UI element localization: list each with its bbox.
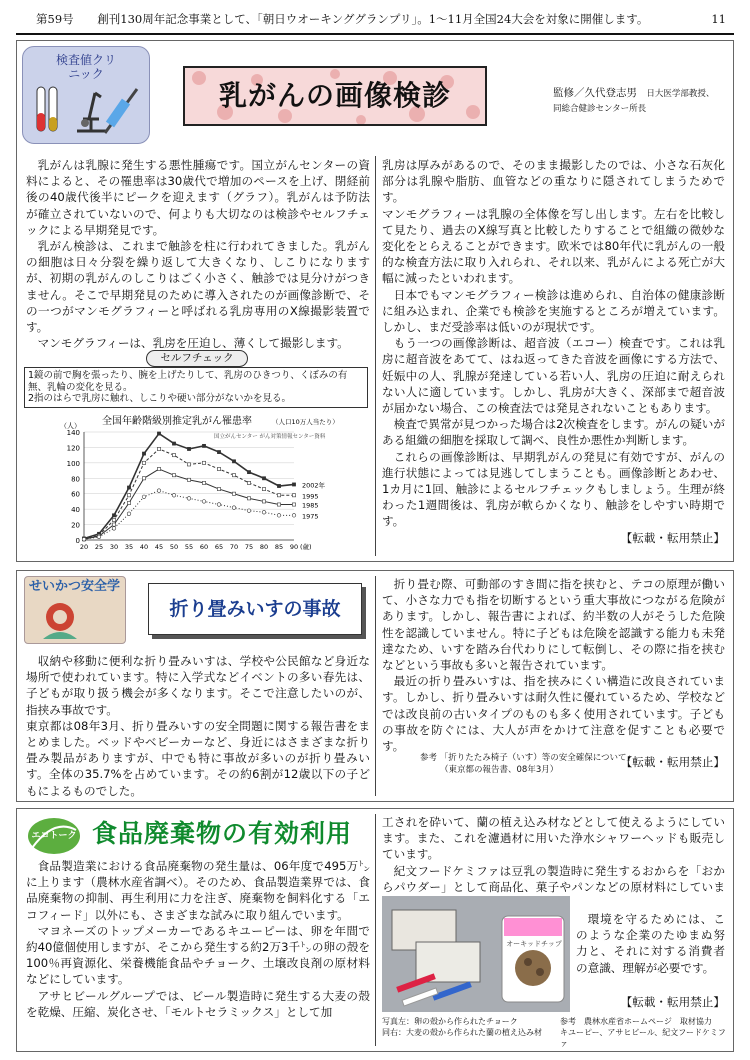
paragraph: 東京都は08年3月、折り畳みいすの安全問題に関する報告書をまとめました。ベッドやベビーカーなど、身近にはさまざまな折り畳み製品がありますが、中でも特に事故が多いのが折り畳みいす。全体の35.7%を占めています。その約6割が12歳以下の子どもによるものでした。 <box>26 718 370 798</box>
data-point <box>217 487 220 490</box>
supervisor-affiliation-1: 日大医学部教授、 <box>646 89 715 99</box>
paragraph: 日本でもマンモグラフィー検診は進められ、自治体の健康診断に組み込まれ、企業でも検診を実施するところが増えています。しかし、まだ受診率は低いのが現状です。 <box>382 287 725 335</box>
data-point <box>262 510 266 514</box>
photo-caption-line: 同右：大麦の殻から作られた蘭の植え込み材 <box>382 1028 542 1037</box>
data-point <box>247 497 250 500</box>
data-point <box>247 509 251 513</box>
reference: 参考 農林水産省ホームページ 取材協力 キユーピー、アサヒビール、紀文フードケミファ <box>560 1017 726 1048</box>
article-title: 乳がんの画像検診 <box>218 79 451 112</box>
x-tick-label: 55 <box>184 543 194 551</box>
y-tick-label: 140 <box>66 429 80 437</box>
data-point <box>142 452 145 455</box>
photo-caption-line: 写真左：卵の殻から作られたチョーク <box>382 1017 518 1026</box>
data-point <box>172 474 175 477</box>
data-point <box>112 527 116 531</box>
selfcheck-item: 1鏡の前で胸を張ったり、腕を上げたりして、乳房のひきつり、くぼみの有無、乳輪の変化を見る。 <box>28 370 348 393</box>
data-point <box>112 514 115 517</box>
y-tick-label: 60 <box>71 490 80 499</box>
data-point <box>277 514 281 518</box>
data-point <box>157 432 160 435</box>
s2-left-column <box>26 653 370 799</box>
data-point <box>202 481 205 484</box>
x-tick-label: 80 <box>259 543 269 551</box>
data-point <box>157 447 160 450</box>
y-tick-label: 40 <box>71 506 80 515</box>
legend-label: 1985 <box>302 501 319 510</box>
page-header <box>36 6 726 32</box>
data-point <box>247 481 250 484</box>
data-point <box>127 486 130 489</box>
paragraph: 乳房は厚みがあるので、そのまま撮影したのでは、小さな石灰化部分は乳腺や脂肪、血管などの重なりに隠されてしまうためです。 <box>382 158 725 205</box>
selfcheck-box <box>24 367 368 408</box>
x-tick-label: 50 <box>169 543 179 551</box>
data-point <box>157 489 161 493</box>
data-point <box>232 506 236 510</box>
paragraph: マヨネーズのトップメーカーであるキユーピーは、卵を年間で約40億個使用しますが、そこから発生する約2万3千㌧の卵の殻を100％再資源化、栄養機能食品やチョーク、土壌改良剤の原材料などにしています。 <box>26 923 370 987</box>
data-point <box>247 471 250 474</box>
data-point <box>217 503 221 507</box>
reference <box>420 752 635 776</box>
x-tick-label: 35 <box>124 543 134 551</box>
x-tick-label: 45 <box>154 543 164 551</box>
clinic-badge-label: 検査値クリニック <box>55 53 116 81</box>
eco-badge-label: エコトーク <box>31 831 77 841</box>
data-point <box>292 514 296 518</box>
y-tick-label: 0 <box>75 537 80 545</box>
paragraph: 紀文フードケミファは豆乳の製造時に発生するおからを「おからパウダー」として商品化、菓子やパンなどの原材料にしていま <box>382 863 725 894</box>
legend-label: 1975 <box>302 512 319 521</box>
x-tick-label: 25 <box>94 543 104 551</box>
article-title: 折り畳みいすの事故 <box>169 598 341 620</box>
x-tick-label: 90 <box>289 543 299 551</box>
column-divider <box>375 576 376 796</box>
safety-person-icon <box>35 597 85 641</box>
data-point <box>187 447 190 450</box>
data-point <box>187 478 190 481</box>
data-point <box>217 467 220 470</box>
chart-title-note: （人口10万人当たり） <box>272 418 339 426</box>
header-notice: 創刊130周年記念事業として、「朝日ウオーキンググランプリ」。1～11月全国24大会を対象に開催します。 <box>97 12 649 26</box>
paragraph: もう一つの画像診断は、超音波（エコー）検査です。これは乳房に超音波をあてて、はね返ってきた音波を画像にする方法で、妊娠中の人、乳腺が発達している若い人、乳房の圧迫に耐えられない人に適しています。しかし、乳房が大きく、深部まで超音波が届かない場合、この検査法では発見されないこともあります。 <box>382 336 725 416</box>
legend-label: 1995 <box>302 492 319 501</box>
data-point <box>202 461 205 464</box>
safety-badge-label: せいかつ安全学 <box>29 579 121 594</box>
data-point <box>202 444 205 447</box>
s2-right-column <box>382 576 725 770</box>
s3-left-column <box>26 858 370 1020</box>
paragraph: 乳がん検診は、これまで触診を柱に行われてきました。乳がんの細胞は日々分裂を繰り返して大きくなり、しこりになりますが、初期の乳がんのしこりはごく小さく、触診では見分けがつきません。そこで早期発見のために導入されたのが画像診断で、その一つがマンモグラフィーと呼ばれる乳房専用のX線撮影装置です。 <box>26 239 370 335</box>
page-number: 11 <box>711 12 726 26</box>
data-point <box>262 487 265 490</box>
data-point <box>142 477 145 480</box>
data-point <box>127 501 130 504</box>
data-point <box>127 512 131 516</box>
legend-label: 2002年 <box>302 481 326 490</box>
header-rule <box>16 33 734 35</box>
data-point <box>277 494 280 497</box>
x-tick-label: 85 <box>274 543 284 551</box>
s1-right-column <box>382 157 725 546</box>
issue-number: 第59号 <box>36 12 74 26</box>
x-tick-label: 20 <box>79 543 89 551</box>
paragraph: 折り畳む際、可動部のすき間に指を挟むと、テコの原理が働いて、小さな力でも指を切断するという重大事故につながる危険があります。しかし、報告書によれば、約半数の人がそうした危険性を認識していません。特に子どもは危険を認識する能力も未発達なため、いすを踏み台代わりにして転倒し、その際に指を挟むなどという事故も多いと報告されています。 <box>382 577 725 673</box>
x-axis-unit: (歳) <box>300 543 312 551</box>
data-point <box>172 454 175 457</box>
reprint-notice: 【転載・転用禁止】 <box>620 530 725 545</box>
data-point <box>187 463 190 466</box>
x-tick-label: 70 <box>229 543 239 551</box>
data-point <box>112 518 115 521</box>
photo-caption <box>382 1016 550 1038</box>
paragraph: 環境を守るためには、このような企業のたゆまぬ努力と、それに対する消費者の意識、理解が必要です。 <box>576 912 725 975</box>
data-point <box>292 494 295 497</box>
data-point <box>262 477 265 480</box>
paragraph: 収納や移動に便利な折り畳みいすは、学校や公民館など身近な場所で使われています。特に入学式などイベントの多い春先は、子どもが取り扱う機会が多くなります。そこで注意したいのが、指挟み事故です。 <box>26 654 370 717</box>
chart-source: 国立がんセンター がん対策情報センター資料 <box>214 434 326 440</box>
clinic-badge <box>22 46 150 144</box>
reference-line: 参考 「折りたたみ椅子（いす）等の安全確保について」 <box>420 753 636 763</box>
safety-badge <box>24 576 126 644</box>
data-point <box>142 461 145 464</box>
paragraph: 工されを砕いて、蘭の植え込み材などとして使えるようにしています。また、これを濾過材に用いた浄水シャワーヘッドも販売しています。 <box>382 815 725 862</box>
article-title: 食品廃棄物の有効利用 <box>92 819 353 848</box>
data-point <box>277 503 280 506</box>
lab-equipment-icon <box>33 83 143 139</box>
x-tick-label: 40 <box>139 543 149 551</box>
paragraph: 最近の折り畳みいすは、指を挟みにくい構造に改良されています。しかし、折り畳みいすは耐久性に優れているため、学校などでは改良前の古いタイプのものも多く使用されています。子どもの事故を防ぐには、大人が声をかけて注意を促すことも必要です。 <box>382 674 725 754</box>
paragraph: 食品製造業における食品廃棄物の発生量は、06年度で495万㌧に上ります（農林水産省調べ）。そのため、食品製造業界では、食品廃棄物の抑制、再生利用に力を注ぎ、廃棄物を飼料化する「エコフィード」以外にも、さまざまな試みに取り組んでいます。 <box>26 859 370 922</box>
s1-left-column <box>26 157 370 351</box>
paragraph: アサヒビールグループでは、ビール製造時に発生する大麦の殻を乾燥、圧縮、炭化させ、「モルトセラミックス」として加 <box>26 988 370 1019</box>
y-tick-label: 80 <box>71 475 80 484</box>
data-point <box>157 467 160 470</box>
data-point <box>292 503 295 506</box>
x-tick-label: 30 <box>109 543 119 551</box>
chart-svg <box>24 412 368 554</box>
selfcheck-item: 2指のはらで乳房に触れ、しこりや硬い部分がないかを見る。 <box>28 393 292 404</box>
data-point <box>82 537 86 541</box>
data-point <box>232 474 235 477</box>
data-point <box>187 497 191 501</box>
x-tick-label: 65 <box>214 543 224 551</box>
data-point <box>112 523 115 526</box>
selfcheck-label: セルフチェック <box>146 350 248 367</box>
data-point <box>292 483 295 486</box>
x-tick-label: 75 <box>244 543 254 551</box>
y-tick-label: 20 <box>71 521 80 530</box>
reprint-notice: 【転載・転用禁止】 <box>620 995 725 1009</box>
supervisor-affiliation-2: 同総合健診センター所長 <box>553 104 647 114</box>
x-tick-label: 60 <box>199 543 209 551</box>
paragraph: これらの画像診断は、早期乳がんの発見に有効ですが、がんの進行状態によっては見逃してしまうことも。画像診断とあわせ、1カ月に1回、触診によるセルフチェックもしましょう。生理が終わった1週間後は、乳房が軟らかくなり、触診をしやすい時期です。 <box>382 449 725 529</box>
product-label: オーキッドチップ <box>506 940 562 948</box>
incidence-chart <box>24 412 368 554</box>
y-tick-label: 100 <box>66 459 80 468</box>
eco-badge <box>24 814 84 856</box>
data-point <box>232 492 235 495</box>
data-point <box>262 500 265 503</box>
data-point <box>97 535 101 539</box>
chart-ylabel: （人） <box>60 422 81 430</box>
data-point <box>232 460 235 463</box>
data-point <box>202 500 206 504</box>
y-tick-label: 120 <box>66 444 80 453</box>
title-box <box>183 66 487 126</box>
chart-title: 全国年齢階級別推定乳がん罹患率 <box>102 416 252 427</box>
paragraph: マンモグラフィーは、乳房を圧迫し、薄くして撮影します。 <box>37 336 349 351</box>
title-box <box>148 583 362 635</box>
s3-right-column-side <box>576 911 725 976</box>
paragraph: 検査で異常が見つかった場合は2次検査をします。がんの疑いがある組織の細胞を採取して調べ、良性か悪性か判断します。 <box>382 417 725 448</box>
supervisor-credit <box>553 86 714 116</box>
reprint-notice: 【転載・転用禁止】 <box>620 755 725 770</box>
column-divider <box>375 814 376 1046</box>
data-point <box>172 493 176 497</box>
data-point <box>277 484 280 487</box>
data-point <box>217 450 220 453</box>
column-divider <box>375 156 376 556</box>
data-point <box>142 495 146 499</box>
data-point <box>127 494 130 497</box>
reference-line: （東京都の報告書、08年3月） <box>440 765 559 775</box>
supervisor-name: 監修／久代登志男 <box>553 87 637 99</box>
paragraph: マンモグラフィーは乳腺の全体像を写し出します。左右を比較して見たり、過去のX線写真と比較したりすることで組織の微妙な変化をとらえることができます。欧米では80年代に乳がんの一般的な検査方法に取り入れられ、それ以来、乳がんによる死亡が大幅に減ったといわれます。 <box>382 206 725 286</box>
paragraph: 乳がんは乳腺に発生する悪性腫瘍です。国立がんセンターの資料によると、その罹患率は30歳代で増加のペースを上げ、閉経前後の40歳代後半にピークを迎えます（グラフ）。乳がんは予防法が確立されていないので、何よりも大切なのは検診やセルフチェックによる早期発見です。 <box>26 158 370 237</box>
data-point <box>172 442 175 445</box>
